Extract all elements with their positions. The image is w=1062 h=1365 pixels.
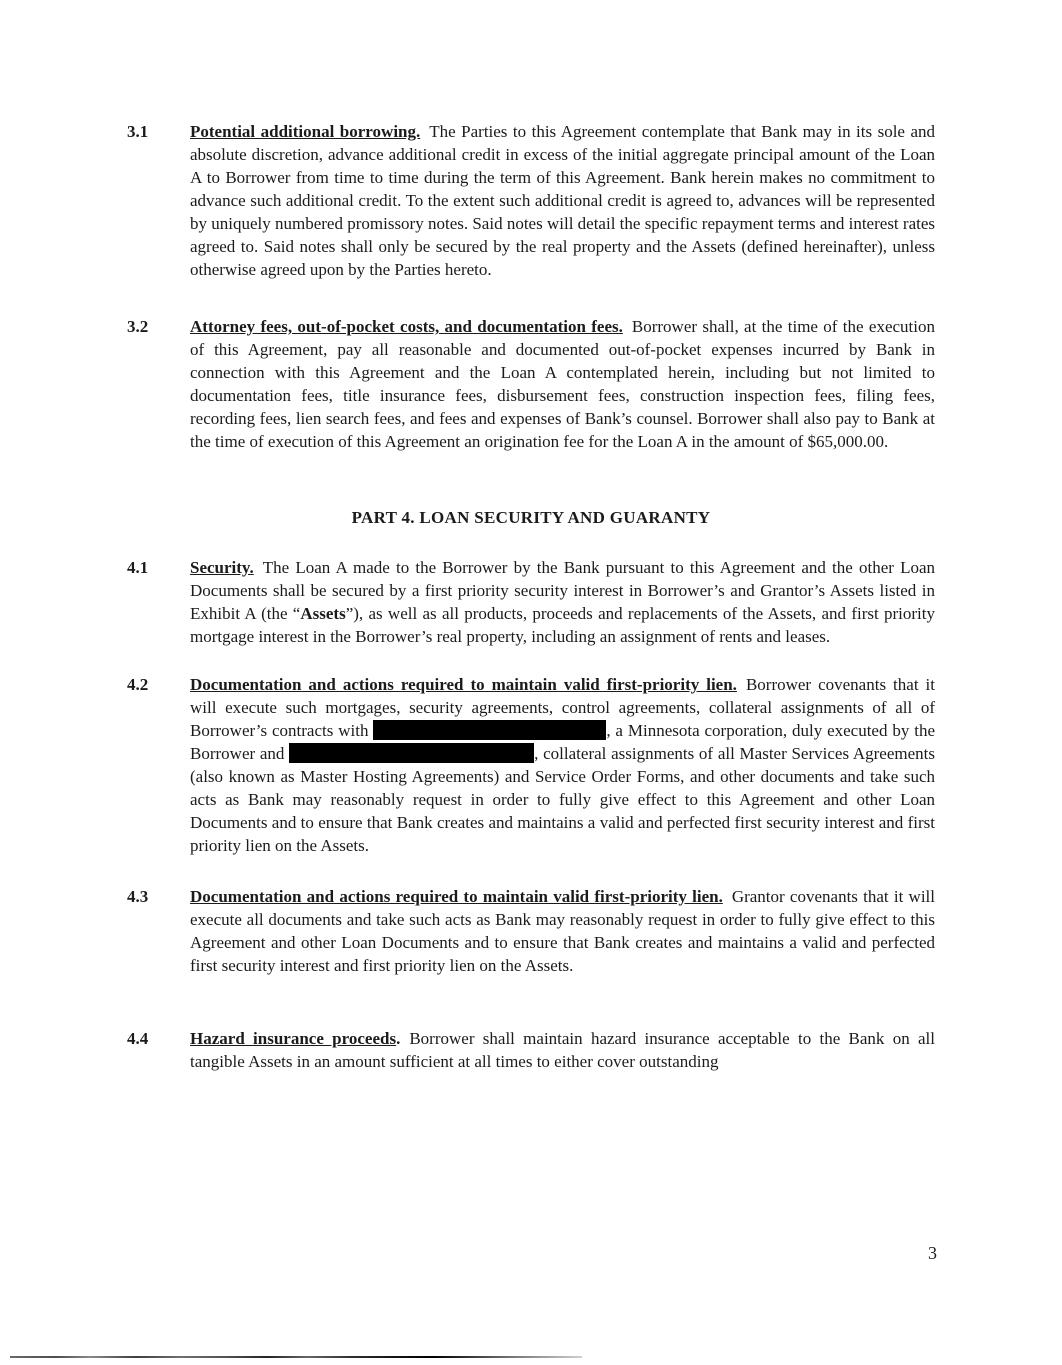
section-body-text: , collateral assignments of all Master Services Agreements (also known as Master Hosting Agreements) and Service Order Forms, and other documents and take such acts as Bank may reasonably request in order to fully give effect to this Agreement and other Loan Documents and to ensure that Bank creates and maintains a valid and perfected first security interest and first priority lien on the Assets. [190, 744, 935, 855]
section-heading: Attorney fees, out-of-pocket costs, and documentation fees. [190, 317, 623, 336]
section-body-text: The Loan A made to the Borrower by the Bank pursuant to this Agreement and the other Loan Documents shall be secured by a first priority security interest in Borrower’s and Grantor’s Assets listed in Exhibit A (the “ [190, 558, 935, 623]
section-4-4 [127, 1027, 935, 1073]
section-3-1 [127, 120, 935, 281]
section-text [190, 556, 935, 648]
section-text [190, 673, 935, 857]
section-heading: Potential additional borrowing. [190, 122, 421, 141]
section-text [190, 315, 935, 453]
section-number: 4.4 [127, 1029, 149, 1048]
section-4-2 [127, 673, 935, 857]
heading-period: . [396, 1029, 401, 1048]
section-4-3 [127, 885, 935, 977]
section-body-text: , a Minnesota corporation, duly executed by the Borrower and [190, 721, 935, 763]
section-text [190, 1027, 935, 1073]
document-content [127, 120, 935, 1073]
section-number: 4.3 [127, 887, 149, 906]
section-body-text: Borrower shall maintain hazard insurance acceptable to the Bank on all tangible Assets in an amount sufficient at all times to either cover outstanding [190, 1029, 935, 1071]
section-number: 3.1 [127, 122, 149, 141]
section-body-text: Borrower covenants that it will execute such mortgages, security agreements, control agreements, collateral assignments of all of Borrower’s contracts with [190, 675, 935, 740]
section-heading: Documentation and actions required to maintain valid first-priority lien. [190, 887, 723, 906]
section-3-2 [127, 315, 935, 453]
section-body-text: ”), as well as all products, proceeds and replacements of the Assets, and first priority mortgage interest in the Borrower’s real property, including an assignment of rents and leases. [190, 604, 935, 646]
section-text [190, 885, 935, 977]
section-text [190, 120, 935, 281]
section-heading: Documentation and actions required to maintain valid first-priority lien. [190, 675, 737, 694]
section-number: 3.2 [127, 317, 149, 336]
section-number: 4.1 [127, 558, 149, 577]
redaction-bar [289, 743, 534, 763]
section-body-text: Grantor covenants that it will execute all documents and take such acts as Bank may reasonably request in order to fully give effect to this Agreement and other Loan Documents and to ensure that Bank creates and maintains a valid and perfected first security interest and first priority lien on the Assets. [190, 887, 935, 975]
section-number: 4.2 [127, 675, 149, 694]
defined-term-assets: Assets [300, 604, 346, 623]
scan-artifact-line [10, 1356, 582, 1358]
section-heading: Security. [190, 558, 254, 577]
section-heading: Hazard insurance proceeds [190, 1029, 397, 1048]
section-body-text: The Parties to this Agreement contemplate that Bank may in its sole and absolute discretion, advance additional credit in excess of the initial aggregate principal amount of the Loan A to Borrower from time to time during the term of this Agreement. Bank herein makes no commitment to advance such additional credit. To the extent such additional credit is agreed to, advances will be represented by uniquely numbered promissory notes. Said notes will detail the specific repayment terms and interest rates agreed to. Said notes shall only be secured by the real property and the Assets (defined hereinafter), unless otherwise agreed upon by the Parties hereto. [190, 122, 935, 279]
part4-heading: PART 4. LOAN SECURITY AND GUARANTY [351, 508, 711, 527]
redaction-bar [373, 720, 606, 740]
section-body-text: Borrower shall, at the time of the execution of this Agreement, pay all reasonable and documented out-of-pocket expenses incurred by Bank in connection with this Agreement and the Loan A contemplated herein, including but not limited to documentation fees, title insurance fees, disbursement fees, construction inspection fees, filing fees, recording fees, lien search fees, and fees and expenses of Bank’s counsel. Borrower shall also pay to Bank at the time of execution of this Agreement an origination fee for the Loan A in the amount of $65,000.00. [190, 317, 935, 451]
page-number: 3 [928, 1243, 937, 1263]
section-4-1 [127, 556, 935, 648]
